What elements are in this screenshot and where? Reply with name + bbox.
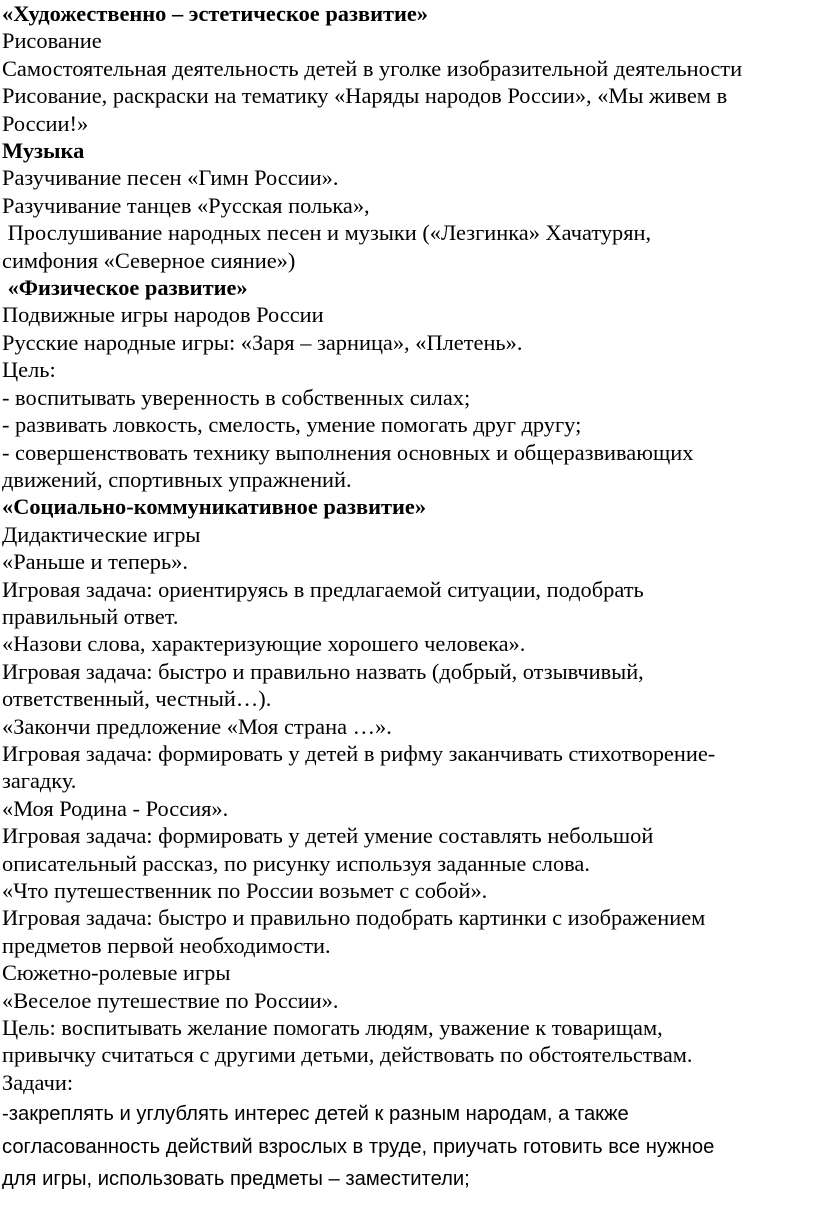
goal-item: - развивать ловкость, смелость, умение помогать друг другу; (2, 412, 582, 438)
section-heading-physical: «Физическое развитие» (2, 275, 248, 301)
goal-item: - воспитывать уверенность в собственных силах; (2, 384, 471, 410)
text-line: Разучивание танцев «Русская полька», (2, 192, 370, 218)
text-line: симфония «Северное сияние») (2, 247, 296, 273)
text-line: согласованность действий взрослых в труде, приучать готовить все нужное (2, 1135, 715, 1158)
goal-item: - совершенствовать технику выполнения основных и общеразвивающих (2, 439, 694, 465)
text-line: движений, спортивных упражнений. (2, 466, 352, 492)
text-line: для игры, использовать предметы – заместители; (2, 1168, 470, 1191)
text-line: описательный рассказ, по рисунку используя заданные слова. (2, 850, 590, 876)
tasks-label: Задачи: (2, 1069, 74, 1095)
text-line: ответственный, честный…). (2, 686, 272, 712)
section-heading-social: «Социально-коммуникативное развитие» (2, 494, 427, 520)
text-line: Прослушивание народных песен и музыки («Лезгинка» Хачатурян, (2, 220, 652, 246)
goal-text: Цель: воспитывать желание помогать людям, уважение к товарищам, (2, 1015, 663, 1041)
game-title: «Веселое путешествие по России». (2, 987, 339, 1013)
section-heading-music: Музыка (2, 138, 85, 164)
game-task: Игровая задача: быстро и правильно назвать (добрый, отзывчивый, (2, 658, 644, 684)
subheading-drawing: Рисование (2, 28, 102, 54)
game-title: «Раньше и теперь». (2, 549, 188, 575)
subheading-outdoor-games: Подвижные игры народов России (2, 302, 324, 328)
game-task: Игровая задача: формировать у детей умение составлять небольшой (2, 823, 654, 849)
game-title: «Закончи предложение «Моя страна …». (2, 713, 392, 739)
game-title: «Назови слова, характеризующие хорошего человека». (2, 631, 526, 657)
game-task: Игровая задача: быстро и правильно подобрать картинки с изображением (2, 905, 706, 931)
text-line: загадку. (2, 768, 77, 794)
text-line: Разучивание песен «Гимн России». (2, 165, 339, 191)
text-line: правильный ответ. (2, 603, 179, 629)
task-item: -закреплять и углублять интерес детей к разным народам, а также (2, 1103, 629, 1126)
text-line: Рисование, раскраски на тематику «Наряды народов России», «Мы живем в (2, 83, 728, 109)
subheading-didactic-games: Дидактические игры (2, 521, 201, 547)
section-heading-artistic: «Художественно – эстетическое развитие» (2, 1, 429, 26)
game-task: Игровая задача: ориентируясь в предлагаемой ситуации, подобрать (2, 576, 644, 602)
game-title: «Что путешественник по России возьмет с собой». (2, 878, 488, 903)
text-line: Русские народные игры: «Заря – зарница», «Плетень». (2, 329, 523, 355)
text-line: привычку считаться с другими детьми, действовать по обстоятельствам. (2, 1042, 693, 1068)
text-line: Самостоятельная деятельность детей в уголке изобразительной деятельности (2, 55, 743, 81)
text-line: предметов первой необходимости. (2, 932, 331, 958)
game-task: Игровая задача: формировать у детей в рифму заканчивать стихотворение- (2, 740, 716, 766)
game-title: «Моя Родина - Россия». (2, 795, 229, 821)
goal-label: Цель: (2, 357, 56, 383)
text-line: России!» (2, 110, 89, 136)
subheading-role-play: Сюжетно-ролевые игры (2, 960, 231, 986)
